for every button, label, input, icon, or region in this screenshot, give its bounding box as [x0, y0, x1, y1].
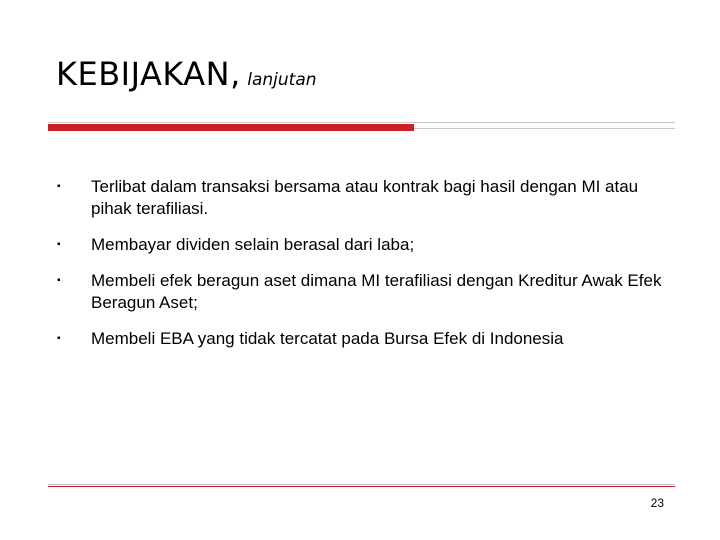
- bullet-item: [57, 328, 677, 350]
- bullet-marker-icon: ▪: [57, 275, 61, 286]
- title-subtitle: lanjutan: [247, 70, 317, 90]
- bullet-text: Membeli efek beragun aset dimana MI terafiliasi dengan Kreditur Awak Efek Beragun Aset;: [91, 271, 662, 312]
- bullet-item: [57, 234, 677, 256]
- bullet-text: Terlibat dalam transaksi bersama atau kontrak bagi hasil dengan MI atau pihak terafiliasi.: [91, 177, 639, 218]
- bullet-text: Membayar dividen selain berasal dari laba;: [91, 235, 415, 254]
- header-rule-accent: [48, 124, 414, 131]
- title-main: KEBIJAKAN,: [56, 55, 241, 93]
- slide-title: [56, 55, 317, 93]
- bullet-marker-icon: ▪: [57, 181, 61, 192]
- bullet-text: Membeli EBA yang tidak tercatat pada Bursa Efek di Indonesia: [91, 329, 564, 348]
- footer-rule-accent: [48, 486, 675, 487]
- bullet-item: [57, 270, 677, 314]
- bullet-list: [57, 176, 677, 364]
- bullet-marker-icon: ▪: [57, 239, 61, 250]
- bullet-item: [57, 176, 677, 220]
- bullet-marker-icon: ▪: [57, 333, 61, 344]
- header-rule-thin: [48, 122, 675, 123]
- page-number: 23: [650, 496, 664, 510]
- header-rule-thin-right: [414, 128, 675, 129]
- footer-rule: [48, 484, 675, 485]
